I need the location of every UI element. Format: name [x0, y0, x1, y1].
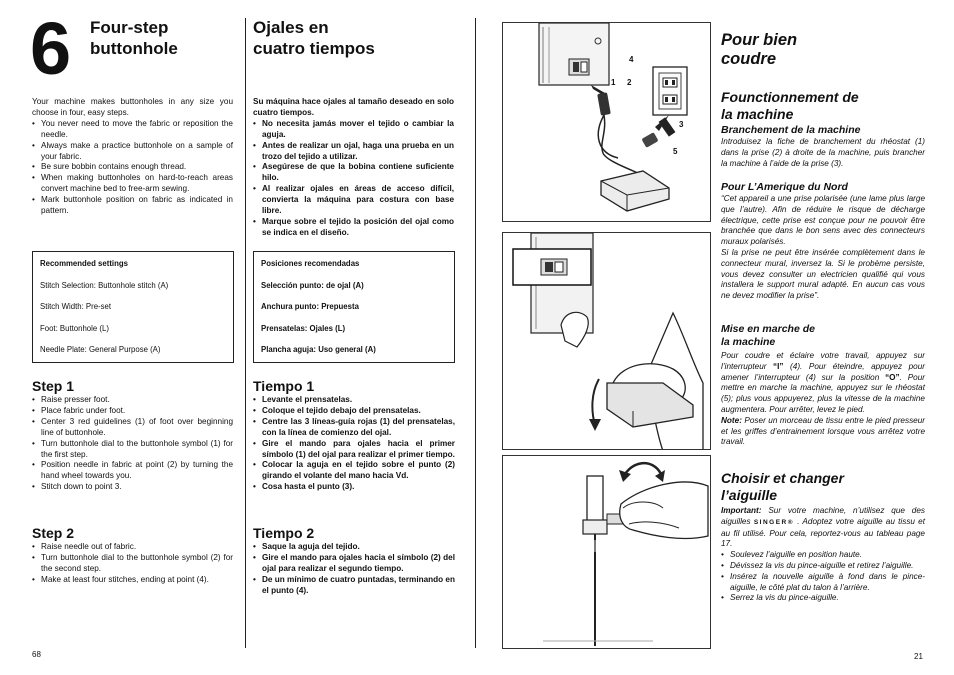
figure1-label-4: 4 [629, 55, 634, 64]
figure1-label-1: 1 [611, 78, 616, 87]
fr-sub2-title: Pour L’Amerique du Nord [721, 181, 848, 193]
fr-section2-line2: l’aiguille [721, 487, 778, 503]
fr-title [721, 31, 797, 69]
fr-title-line1: Pour bien [721, 31, 798, 49]
step1-en-body [32, 395, 233, 493]
settings-box-es [253, 251, 455, 363]
title-es-line1: Ojales en [253, 18, 329, 37]
fr-section1-title [721, 89, 859, 123]
page-divider [475, 18, 476, 648]
fr-section1-line2: la machine [721, 106, 794, 122]
list-item: • De un mínimo de cuatro puntadas, terminando en el punto (4). [253, 575, 455, 597]
intro-en-lead: Your machine makes buttonholes in any size you choose in four, easy steps. [32, 97, 233, 117]
step2-en-body [32, 542, 233, 586]
list-item: • Coloque el tejido debajo del prensatelas. [253, 406, 455, 417]
list-item: • Make at least four stitches, ending at point (4). [32, 575, 233, 586]
list-item: • Marque sobre el tejido la posición del ojal como se indica en el diseño. [253, 217, 454, 239]
fr-note-label: Note: [721, 415, 742, 425]
singer-brand: SINGER® [753, 518, 795, 526]
step1-es-title: Tiempo 1 [253, 378, 315, 394]
list-item: • Be sure bobbin contains enough thread. [32, 162, 233, 173]
list-item: • Cosa hasta el punto (3). [253, 482, 455, 493]
fr-sec2-text-b: . Adoptez votre aiguille au tissu et au fil utilisé. Pour cela, reportez-vous au tableau page 17. [721, 516, 926, 549]
fr-sub3-text-c: . Pour mettre en marche la machine, appuyez sur le rhéostat (5); plus vous appuyerez, plus la vitesse de la machine augmentera. Pour arrêter, levez le pied. [721, 372, 925, 414]
figure-switch-pedal [502, 232, 711, 450]
fr-sub3-body [721, 351, 925, 448]
list-item: • Raise needle out of fabric. [32, 542, 233, 553]
list-item: • Position needle in fabric at point (2) by turning the hand wheel towards you. [32, 460, 233, 482]
intro-en [32, 97, 233, 217]
list-item: • Asegúrese de que la bobina contiene suficiente hilo. [253, 162, 454, 184]
column-divider-left [245, 18, 246, 648]
step2-es-body [253, 542, 455, 597]
list-item: • Antes de realizar un ojal, haga una prueba en un trozo del tejido a utilizar. [253, 141, 454, 163]
figure-power-connection [502, 22, 711, 222]
switch-pedal-illustration [503, 233, 711, 450]
settings-en-row: Foot: Buttonhole (L) [40, 324, 109, 333]
settings-es-row: Plancha aguja: Uso general (A) [261, 345, 376, 354]
title-en [90, 17, 178, 59]
page-number-left: 68 [32, 650, 41, 659]
list-item: • Gire el mando para ojales hacia el primer símbolo (1) del ojal para realizar el primer tiempo. [253, 439, 455, 461]
fr-sub3-line2: la machine [721, 336, 776, 348]
fr-sub3-on-symbol: “I” [773, 361, 791, 371]
step1-en-title: Step 1 [32, 378, 75, 394]
figure1-label-5: 5 [673, 147, 678, 156]
title-en-line1: Four-step [90, 18, 169, 37]
fr-sub3-text-b: (4). Pour éteindre, appuyez pour amener l’interrupteur (4) sur la position [721, 361, 925, 382]
list-item: • Serrez la vis du pince-aiguille. [721, 593, 925, 604]
list-item: • You never need to move the fabric or reposition the needle. [32, 119, 233, 141]
step1-es-body [253, 395, 455, 493]
intro-es-lead: Su máquina hace ojales al tamaño deseado en solo cuatro tiempos. [253, 97, 454, 117]
fr-section2-line1: Choisir et changer [721, 470, 844, 486]
settings-en-row: Stitch Selection: Buttonhole stitch (A) [40, 281, 169, 290]
list-item: • Gire el mando para ojales hacia el símbolo (2) del ojal para realizar el segundo tiempo. [253, 553, 455, 575]
list-item: • Centre las 3 líneas-guía rojas (1) del prensatelas, con la línea de comienzo del ojal. [253, 417, 455, 439]
settings-box-en [32, 251, 234, 363]
list-item: • Center 3 red guidelines (1) of foot over beginning line of buttonhole. [32, 417, 233, 439]
page-number-right: 21 [914, 652, 923, 661]
intro-es-list [253, 119, 454, 239]
fr-sub1-title: Branchement de la machine [721, 124, 861, 136]
fr-sub2-text: “Cet appareil a une prise polarisée (une lame plus large que l’autre). Afin de réduire le risque de décharge électrique, cette prise est conçue pour ne pouvoir être branchée que dans le bon sens avec des connecteurs muraux polarisés. [721, 194, 925, 247]
list-item: • Mark buttonhole position on fabric as indicated in pattern. [32, 195, 233, 217]
figure1-label-2: 2 [627, 78, 632, 87]
list-item: • Saque la aguja del tejido. [253, 542, 455, 553]
settings-es-row: Selección punto: de ojal (A) [261, 281, 364, 290]
fr-sub3-off-symbol: “O” [885, 372, 900, 382]
settings-es-row: Anchura punto: Prepuesta [261, 302, 359, 311]
fr-sub1-text: Introduisez la fiche de branchement du rhéostat (1) dans la prise (2) à droite de la machine, puis brancher la machine à l’aide de la prise (3). [721, 137, 925, 168]
list-item: • Soulevez l’aiguille en position haute. [721, 550, 925, 561]
step2-es-title: Tiempo 2 [253, 525, 315, 541]
fr-sub2-text2: Si la prise ne peut être insérée complètement dans le connecteur mural, inversez la. Si le probème persiste, vous devez consulter un electricien qualifié qui vous installera le support mural adapté. En aucun cas vous ne devez modifier la prise”. [721, 247, 925, 301]
list-item: • Dévissez la vis du pince-aiguille et retirez l’aiguille. [721, 561, 925, 572]
figure-needle-change [502, 455, 711, 649]
settings-en-title: Recommended settings [40, 259, 128, 268]
list-item: • Always make a practice buttonhole on a sample of your fabric. [32, 141, 233, 163]
intro-en-list [32, 119, 233, 217]
list-item: • When making buttonholes on hard-to-reach areas convert machine bed to free-arm sewing. [32, 173, 233, 195]
list-item: • Insérez la nouvelle aiguille à fond dans le pince-aiguille, le côté plat du talon à l’arrière. [721, 572, 925, 594]
list-item: • Stitch down to point 3. [32, 482, 233, 493]
fr-sub3-line1: Mise en marche de [721, 323, 815, 335]
fr-section2-title [721, 470, 844, 504]
fr-sec2-text-a: Sur votre machine, n’utilisez que des aiguilles [721, 506, 925, 526]
list-item: • Turn buttonhole dial to the buttonhole symbol (1) for the first step. [32, 439, 233, 461]
fr-note-text: Poser un morceau de tissu entre le pied presseur et les griffes d’entrainement lorsque vous arrêtez votre travail. [721, 415, 925, 447]
fr-important-label: Important: [721, 506, 762, 515]
title-es [253, 17, 375, 59]
fr-sec2-list [721, 550, 925, 604]
list-item: • Al realizar ojales en áreas de acceso difícil, convierta la máquina para costura con base libre. [253, 184, 454, 217]
title-es-line2: cuatro tiempos [253, 39, 375, 58]
settings-es-title: Posiciones recomendadas [261, 259, 360, 268]
chapter-number: 6 [30, 7, 70, 90]
fr-sub2-body [721, 194, 925, 302]
list-item: • Levante el prensatelas. [253, 395, 455, 406]
settings-es-row: Prensatelas: Ojales (L) [261, 324, 346, 333]
fr-section1-line1: Founctionnement de [721, 89, 859, 105]
title-en-line2: buttonhole [90, 39, 178, 58]
list-item: • Colocar la aguja en el tejido sobre el punto (2) girando el volante del mano hacia Vd. [253, 460, 455, 482]
needle-change-illustration [503, 456, 711, 649]
figure1-label-3: 3 [679, 120, 684, 129]
settings-en-row: Needle Plate: General Purpose (A) [40, 345, 161, 354]
list-item: • No necesita jamás mover el tejido o cambiar la aguja. [253, 119, 454, 141]
fr-sub3-text-a: Pour coudre et éclaire votre travail, appuyez sur l’interrupteur [721, 351, 925, 371]
list-item: • Turn buttonhole dial to the buttonhole symbol (2) for the second step. [32, 553, 233, 575]
list-item: • Place fabric under foot. [32, 406, 233, 417]
step2-en-title: Step 2 [32, 525, 75, 541]
fr-title-line2: coudre [721, 50, 777, 68]
settings-en-row: Stitch Width: Pre-set [40, 302, 112, 311]
list-item: • Raise presser foot. [32, 395, 233, 406]
fr-section2-body [721, 506, 925, 604]
intro-es [253, 97, 454, 239]
fr-sub3-title [721, 323, 815, 349]
